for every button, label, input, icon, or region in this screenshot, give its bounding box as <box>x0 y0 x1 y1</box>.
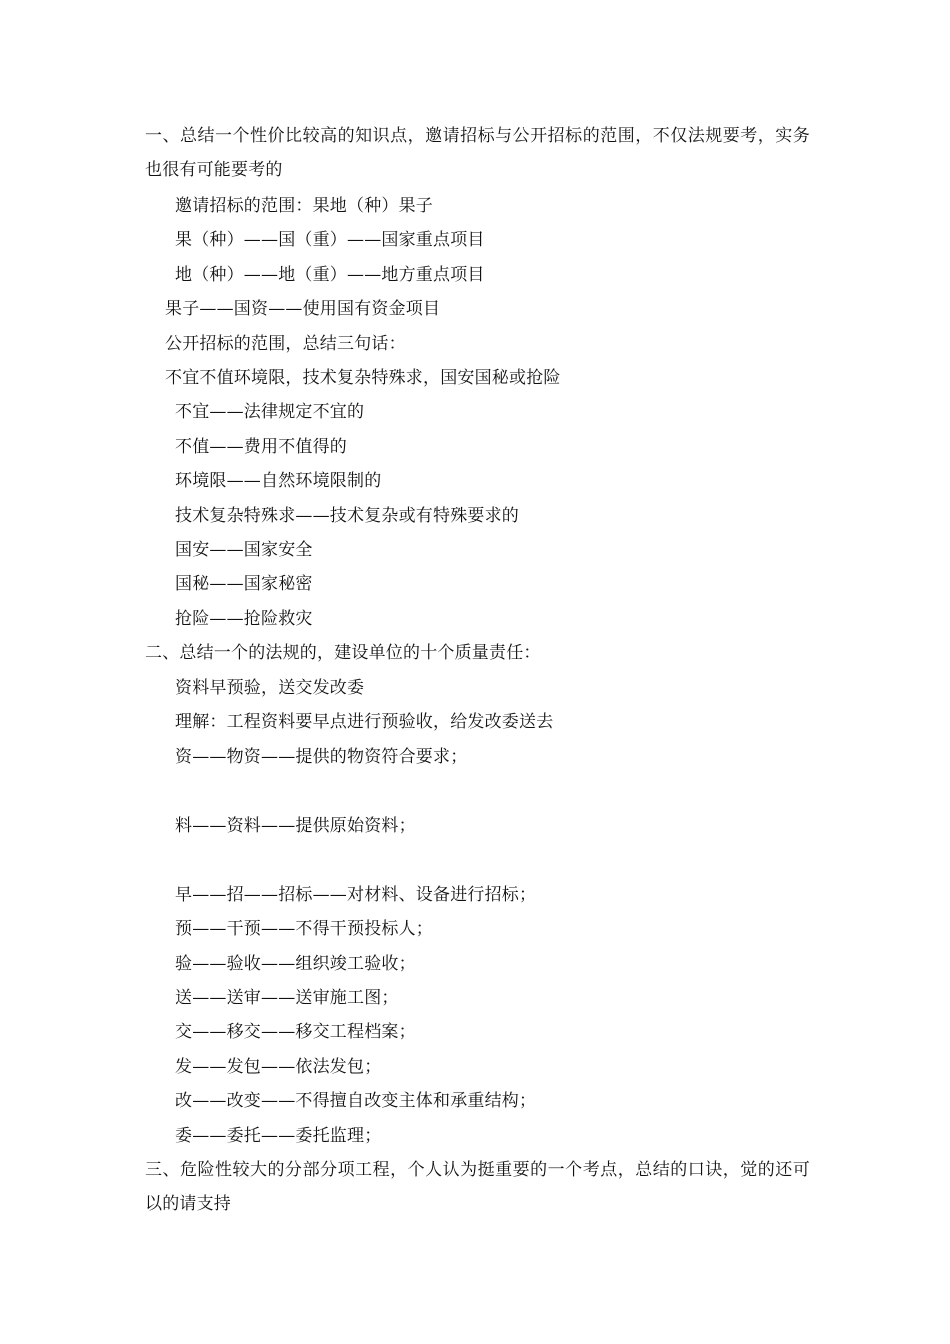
section-2-line-10: 发——发包——依法发包； <box>175 1057 382 1077</box>
section-2-line-1: 资料早预验，送交发改委 <box>175 678 365 698</box>
section-1-line-5: 公开招标的范围，总结三句话： <box>165 334 406 354</box>
section-2-line-9: 交——移交——移交工程档案； <box>175 1022 416 1042</box>
section-1-line-4: 果子——国资——使用国有资金项目 <box>165 299 441 319</box>
section-3-heading: 三、危险性较大的分部分项工程，个人认为挺重要的一个考点，总结的口诀，觉的还可以的请支持 <box>145 1160 810 1214</box>
section-1-line-3: 地（种）——地（重）——地方重点项目 <box>175 265 485 285</box>
section-1-line-12: 国秘——国家秘密 <box>175 574 313 594</box>
section-2-line-8: 送——送审——送审施工图； <box>175 988 399 1008</box>
section-1-line-11: 国安——国家安全 <box>175 540 313 560</box>
section-1-line-8: 不值——费用不值得的 <box>175 437 347 457</box>
section-1-line-2: 果（种）——国（重）——国家重点项目 <box>175 230 485 250</box>
section-2-line-12: 委——委托——委托监理； <box>175 1126 382 1146</box>
section-2-line-11: 改——改变——不得擅自改变主体和承重结构； <box>175 1091 537 1111</box>
section-1-line-1: 邀请招标的范围：果地（种）果子 <box>175 196 433 216</box>
section-1-line-7: 不宜——法律规定不宜的 <box>175 402 365 422</box>
section-2-line-5: 早——招——招标——对材料、设备进行招标； <box>175 885 537 905</box>
section-1-line-10: 技术复杂特殊求——技术复杂或有特殊要求的 <box>175 506 519 526</box>
section-1-heading: 一、总结一个性价比较高的知识点，邀请招标与公开招标的范围，不仅法规要考，实务也很有可能要考的 <box>145 126 810 180</box>
section-2-heading: 二、总结一个的法规的，建设单位的十个质量责任： <box>145 643 541 663</box>
section-2-line-2: 理解：工程资料要早点进行预验收，给发改委送去 <box>175 712 554 732</box>
section-1-line-6: 不宜不值环境限，技术复杂特殊求，国安国秘或抢险 <box>165 368 561 388</box>
section-2-line-3: 资——物资——提供的物资符合要求； <box>175 747 468 767</box>
section-2-line-6: 预——干预——不得干预投标人； <box>175 919 433 939</box>
section-1-line-9: 环境限——自然环境限制的 <box>175 471 382 491</box>
section-2-line-7: 验——验收——组织竣工验收； <box>175 954 416 974</box>
section-1-line-13: 抢险——抢险救灾 <box>175 609 313 629</box>
section-2-line-4: 料——资料——提供原始资料； <box>175 816 416 836</box>
